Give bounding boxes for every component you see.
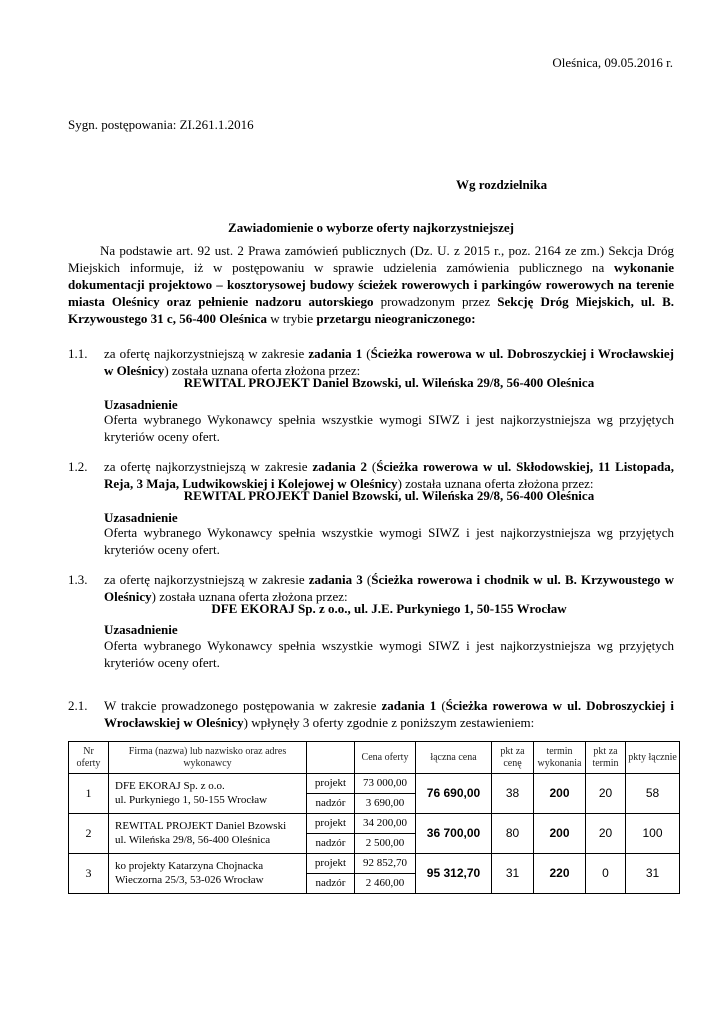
justification-text: Oferta wybranego Wykonawcy spełnia wszystkie wymogi SIWZ i jest najkorzystniejsza wg przyjętych kryteriów oceny ofert. (104, 412, 674, 444)
section-number: 2.1. (68, 698, 88, 713)
price-label: projekt (307, 774, 355, 794)
case-signature: Sygn. postępowania: ZI.261.1.2016 (68, 117, 254, 132)
header-cell: pkt za cenę (492, 742, 534, 774)
offer-number: 2 (69, 814, 109, 854)
offer-number: 3 (69, 854, 109, 894)
item-number: 1.2. (68, 459, 88, 474)
completion-term: 220 (534, 854, 586, 894)
winner: REWITAL PROJEKT Daniel Bzowski, ul. Wileńska 29/8, 56-400 Oleśnica (183, 375, 595, 390)
term-points: 20 (586, 774, 626, 814)
justification-title: Uzasadnienie (104, 622, 178, 637)
price-value: 92 852,70 (355, 854, 416, 874)
bidder-name: DFE EKORAJ Sp. z o.o. ul. Purkyniego 1, 50-155 Wrocław (109, 774, 307, 814)
price-value: 73 000,00 (355, 774, 416, 794)
completion-term: 200 (534, 774, 586, 814)
price-value: 2 460,00 (355, 874, 416, 894)
price-label: nadzór (307, 874, 355, 894)
document-title: Zawiadomienie o wyborze oferty najkorzystniejszej (228, 220, 514, 235)
intro-paragraph: Na podstawie art. 92 ust. 2 Prawa zamówień publicznych (Dz. U. z 2015 r., poz. 2164 ze zm.) Sekcja Dróg Miejskich informuje, iż w postępowaniu w sprawie udzielenia zamówienia publicznego na wykonanie dokumentacji projektowo – kosztorysowej budowy ścieżek rowerowych i parkingów rowerowych na terenie miasta Oleśnicy oraz pełnienie nadzoru autorskiego prowadzonym przez Sekcję Dróg Miejskich, ul. B. Krzywoustego 31 c, 56-400 Oleśnica w trybie przetargu nieograniczonego: (68, 243, 675, 326)
price-value: 3 690,00 (355, 794, 416, 814)
item-text: za ofertę najkorzystniejszą w zakresie zadania 1 (Ścieżka rowerowa w ul. Dobroszyckiej i Wrocławskiej w Oleśnicy) została uznana oferta złożona przez: (104, 346, 674, 378)
item-number: 1.1. (68, 346, 88, 361)
justification-text: Oferta wybranego Wykonawcy spełnia wszystkie wymogi SIWZ i jest najkorzystniejsza wg przyjętych kryteriów oceny ofert. (104, 525, 674, 557)
total-points: 58 (626, 774, 680, 814)
offers-table (68, 741, 680, 894)
place-date: Oleśnica, 09.05.2016 r. (552, 55, 673, 70)
table-header-row (69, 742, 680, 774)
item-text: za ofertę najkorzystniejszą w zakresie zadania 3 (Ścieżka rowerowa i chodnik w ul. B. Krzywoustego w Oleśnicy) została uznana oferta złożona przez: (104, 572, 674, 604)
header-cell: Cena oferty (355, 742, 416, 774)
price-points: 38 (492, 774, 534, 814)
total-price: 76 690,00 (416, 774, 492, 814)
price-label: nadzór (307, 794, 355, 814)
term-points: 20 (586, 814, 626, 854)
table-row (69, 774, 680, 794)
price-value: 34 200,00 (355, 814, 416, 834)
section-text: W trakcie prowadzonego postępowania w zakresie zadania 1 (Ścieżka rowerowa w ul. Dobroszyckiej i Wrocławskiej w Oleśnicy) wpłynęły 3 oferty zgodnie z poniższym zestawieniem: (104, 698, 674, 730)
price-label: projekt (307, 814, 355, 834)
header-cell: Nr oferty (69, 742, 109, 774)
winner: REWITAL PROJEKT Daniel Bzowski, ul. Wileńska 29/8, 56-400 Oleśnica (183, 488, 595, 503)
term-points: 0 (586, 854, 626, 894)
header-cell: termin wykonania (534, 742, 586, 774)
total-points: 31 (626, 854, 680, 894)
bidder-name: REWITAL PROJEKT Daniel Bzowski ul. Wileńska 29/8, 56-400 Oleśnica (109, 814, 307, 854)
header-cell: pkty łącznie (626, 742, 680, 774)
table-row (69, 814, 680, 834)
item-number: 1.3. (68, 572, 88, 587)
recipient: Wg rozdzielnika (456, 177, 548, 192)
header-cell: pkt za termin (586, 742, 626, 774)
header-cell: łączna cena (416, 742, 492, 774)
header-cell: Firma (nazwa) lub nazwisko oraz adres wykonawcy (109, 742, 307, 774)
winner: DFE EKORAJ Sp. z o.o., ul. J.E. Purkyniego 1, 50-155 Wrocław (211, 601, 567, 616)
price-points: 80 (492, 814, 534, 854)
total-points: 100 (626, 814, 680, 854)
bidder-name: ko projekty Katarzyna Chojnacka Wieczorna 25/3, 53-026 Wrocław (109, 854, 307, 894)
price-points: 31 (492, 854, 534, 894)
justification-title: Uzasadnienie (104, 510, 178, 525)
item-text: za ofertę najkorzystniejszą w zakresie zadania 2 (Ścieżka rowerowa w ul. Skłodowskiej, 11 Listopada, Reja, 3 Maja, Ludwikowskiej i Kolejowej w Oleśnicy) została uznana oferta złożona przez: (104, 459, 674, 491)
total-price: 36 700,00 (416, 814, 492, 854)
total-price: 95 312,70 (416, 854, 492, 894)
price-value: 2 500,00 (355, 834, 416, 854)
justification-text: Oferta wybranego Wykonawcy spełnia wszystkie wymogi SIWZ i jest najkorzystniejsza wg przyjętych kryteriów oceny ofert. (104, 638, 674, 670)
justification-title: Uzasadnienie (104, 397, 178, 412)
completion-term: 200 (534, 814, 586, 854)
table-row (69, 854, 680, 874)
offer-number: 1 (69, 774, 109, 814)
price-label: nadzór (307, 834, 355, 854)
header-cell (307, 742, 355, 774)
price-label: projekt (307, 854, 355, 874)
